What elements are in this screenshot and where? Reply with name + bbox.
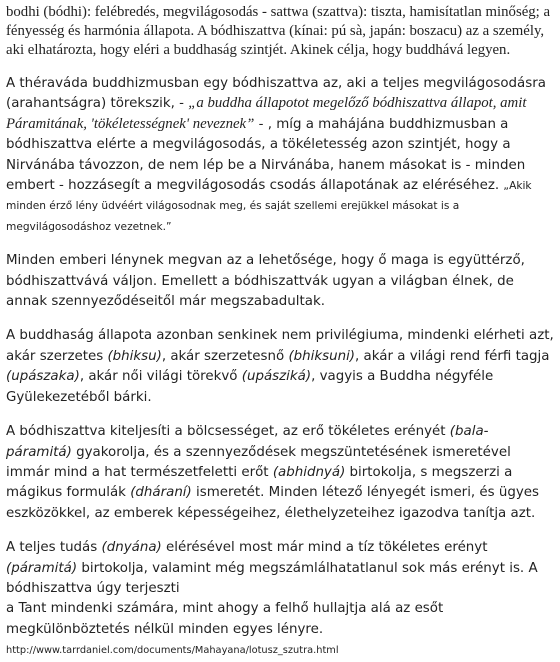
source-link[interactable]: http://www.tarrdaniel.com/documents/Mahayana/lotusz_szutra.html	[6, 645, 339, 657]
knowledge-paragraph	[6, 538, 554, 661]
definition-text: bodhi (bódhi): felébredés, megvilágosodás - sattwa (szattva): tiszta, hamisítatlan minőség; a fényesség és harmónia állapota. A bódhiszattva (kínai: pú sà, japán: boszacu) az a személy, aki elhatározta, hogy eléri a buddhaság szintjét. Akinek célja, hogy buddhává legyen.	[6, 4, 551, 58]
small-quote: „Akik minden érző lény üdvéért világosodnak meg, és saját szellemi erejükkel másokat is a megvilágosodáshoz vezetnek.”	[6, 180, 532, 233]
knowledge-text-4: a Tant mindenki számára, mint ahogy a felhő hullajtja alá az esőt megkülönböztetés nélkül minden egyes lényre.	[6, 601, 444, 637]
wisdom-text-4: ismeretét. Minden létező lényegét ismeri, és ügyes eszközökkel, az emberek képességeihez, élethelyzeteihez igazodva tanítja azt.	[6, 485, 540, 521]
term-bala-paramita: (bala-páramitá)	[6, 424, 489, 460]
paramita-quote: „a buddha állapotot megelőző bódhiszattva állapot, amit Páramitának, 'tökéletességnek' neveznek”	[6, 95, 527, 132]
buddhahood-text-1: A buddhaság állapota azonban senkinek nem privilégiuma, mindenki elérheti azt, akár szerzetes	[6, 328, 554, 364]
buddhahood-text-3: , akár a világi rend férfi tagja	[355, 348, 550, 364]
term-bhiksuni: (bhiksuni)	[288, 348, 356, 364]
buddhahood-text-4: , akár női világi törekvő	[79, 369, 242, 385]
theravada-text-1: A théraváda buddhizmusban egy bódhiszattva az, aki a teljes megvilágosodásra (arahantságra) törekszik, -	[6, 76, 546, 112]
term-paramita: (páramitá)	[6, 560, 78, 576]
term-upaszika: (upásziká)	[241, 369, 312, 385]
wisdom-paragraph	[6, 422, 554, 524]
wisdom-text-1: A bódhiszattva kiteljesíti a bölcsességet, az erő tökéletes erényét	[6, 424, 450, 440]
term-dharani: (dháraní)	[130, 485, 192, 501]
knowledge-text-2: elérésével most már mind a tíz tökéletes erényt	[161, 540, 488, 556]
term-dnyana: (dnyána)	[101, 540, 162, 556]
buddhahood-text-2: , akár szerzetesnő	[161, 348, 289, 364]
definition-paragraph	[6, 0, 554, 60]
theravada-paragraph	[6, 74, 554, 237]
knowledge-text-1: A teljes tudás	[6, 540, 102, 556]
term-bhiksu: (bhiksu)	[107, 348, 162, 364]
buddhahood-text-5: , vagyis a Buddha négyféle Gyülekezetéből bárki.	[6, 369, 494, 405]
term-abhidnya: (abhidnyá)	[272, 464, 346, 480]
term-upaszaka: (upászaka)	[6, 369, 80, 385]
wisdom-text-2: gyakorolja, és a szennyeződések megszüntetésének ismeretével immár mind a hat természetfeletti erőt	[6, 444, 511, 480]
wisdom-text-3: birtokolja, s megszerzi a mágikus formulák	[6, 464, 513, 501]
knowledge-text-3: birtokolja, valamint még megszámlálhatatlanul sok más erényt is. A bódhiszattva úgy terjeszti	[6, 560, 538, 596]
potential-text: Minden emberi lénynek megvan az a lehetősége, hogy ő maga is együttérző, bódhiszattvává váljon. Emellett a bódhiszattvák ugyan a világban élnek, de annak szennyeződéseitől már megszabadultak.	[6, 253, 525, 310]
potential-paragraph	[6, 251, 554, 312]
theravada-text-2: - , míg a mahájána buddhizmusban a bódhiszattva elérte a megvilágosodás, a tökéletesség azon szintjét, hogy a Nirvánába távozzon, de nem lép be a Nirvánába, hanem másokat is - minden embert - hozzásegít a megvilágosodás csodás állapotának az eléréséhez.	[6, 116, 526, 194]
buddhahood-paragraph	[6, 326, 554, 408]
